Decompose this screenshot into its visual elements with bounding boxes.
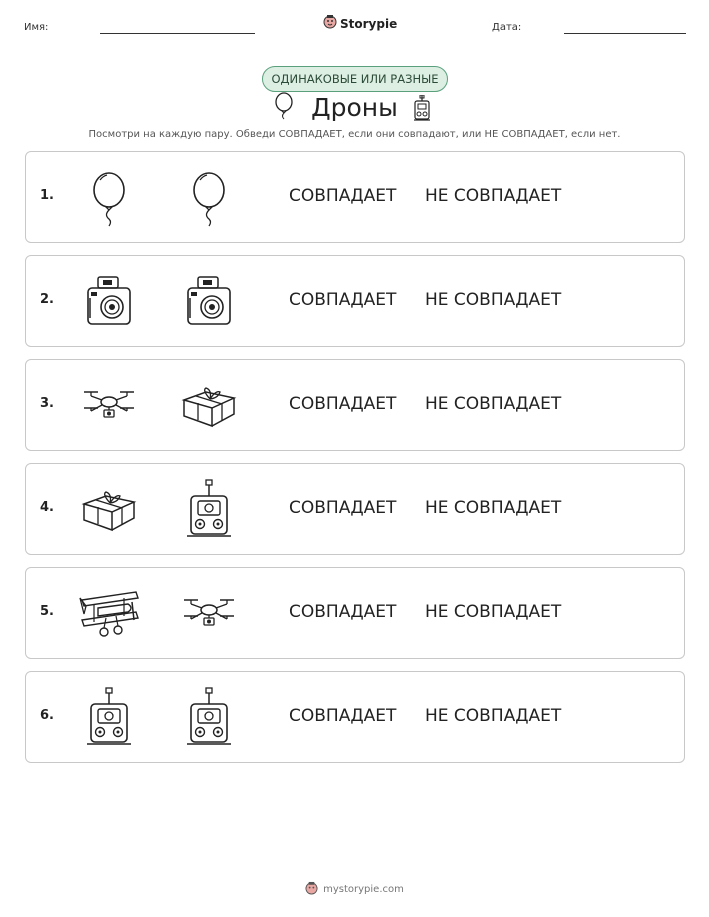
storypie-mascot-icon: [305, 880, 318, 899]
question-number: 2.: [40, 292, 54, 307]
brand-name: Storypie: [340, 16, 398, 31]
remote-control-icon: [412, 95, 432, 127]
gift-box-icon: [176, 372, 242, 438]
question-number: 5.: [40, 604, 54, 619]
option-different[interactable]: НЕ СОВПАДАЕТ: [425, 394, 562, 414]
drone-icon: [176, 580, 242, 646]
question-row-5: [25, 567, 685, 659]
date-label: Дата:: [492, 22, 522, 33]
name-line[interactable]: [100, 33, 255, 34]
footer: [0, 880, 709, 899]
camera-icon: [176, 268, 242, 334]
footer-site[interactable]: mystorypie.com: [323, 884, 404, 895]
option-different[interactable]: НЕ СОВПАДАЕТ: [425, 498, 562, 518]
question-row-2: [25, 255, 685, 347]
name-label: Имя:: [24, 22, 49, 33]
brand-logo: [323, 14, 397, 33]
option-different[interactable]: НЕ СОВПАДАЕТ: [425, 706, 562, 726]
drone-icon: [76, 372, 142, 438]
question-number: 3.: [40, 396, 54, 411]
option-same[interactable]: СОВПАДАЕТ: [289, 186, 397, 206]
option-same[interactable]: СОВПАДАЕТ: [289, 290, 397, 310]
remote-control-icon: [176, 476, 242, 542]
storypie-mascot-icon: [323, 14, 337, 33]
question-row-3: [25, 359, 685, 451]
camera-icon: [76, 268, 142, 334]
question-row-6: [25, 671, 685, 763]
biplane-icon: [76, 580, 142, 646]
question-row-4: [25, 463, 685, 555]
option-same[interactable]: СОВПАДАЕТ: [289, 394, 397, 414]
date-line[interactable]: [564, 33, 686, 34]
question-row-1: [25, 151, 685, 243]
question-number: 4.: [40, 500, 54, 515]
question-number: 6.: [40, 708, 54, 723]
page-title: Дроны: [311, 93, 398, 122]
instructions: Посмотри на каждую пару. Обведи СОВПАДАЕТ, если они совпадают, или НЕ СОВПАДАЕТ, если нет.: [88, 129, 621, 140]
balloon-icon: [176, 164, 242, 230]
worksheet-tag: ОДИНАКОВЫЕ ИЛИ РАЗНЫЕ: [262, 66, 448, 92]
option-different[interactable]: НЕ СОВПАДАЕТ: [425, 290, 562, 310]
remote-control-icon: [176, 684, 242, 750]
balloon-icon: [76, 164, 142, 230]
remote-control-icon: [76, 684, 142, 750]
option-same[interactable]: СОВПАДАЕТ: [289, 706, 397, 726]
option-same[interactable]: СОВПАДАЕТ: [289, 602, 397, 622]
option-same[interactable]: СОВПАДАЕТ: [289, 498, 397, 518]
option-different[interactable]: НЕ СОВПАДАЕТ: [425, 186, 562, 206]
question-number: 1.: [40, 188, 54, 203]
gift-box-icon: [76, 476, 142, 542]
option-different[interactable]: НЕ СОВПАДАЕТ: [425, 602, 562, 622]
